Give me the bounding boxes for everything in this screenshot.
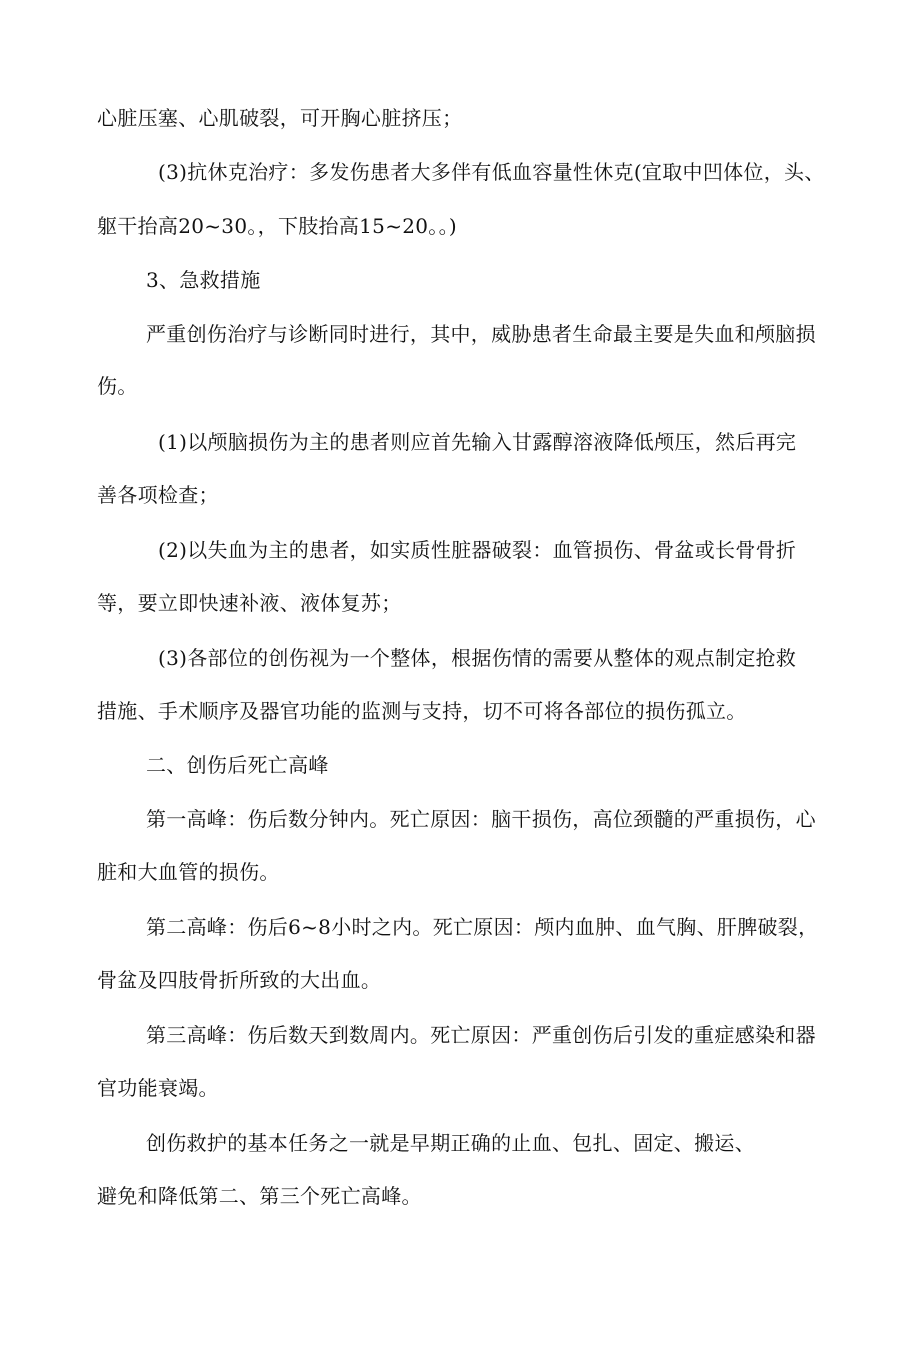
- text-line: 创伤救护的基本任务之一就是早期正确的止血、包扎、固定、搬运、: [146, 1131, 755, 1155]
- text-line: 躯干抬高20~30。，下肢抬高15~20。。): [97, 214, 458, 238]
- text-line: 第三高峰：伤后数天到数周内。死亡原因：严重创伤后引发的重症感染和器: [146, 1023, 816, 1047]
- text-line: 第一高峰：伤后数分钟内。死亡原因：脑干损伤，高位颈髓的严重损伤，心: [146, 807, 816, 831]
- section-heading: 3、急救措施: [146, 268, 261, 292]
- text-line: 措施、手术顺序及器官功能的监测与支持，切不可将各部位的损伤孤立。: [97, 699, 747, 723]
- text-line: 骨盆及四肢骨折所致的大出血。: [97, 968, 382, 992]
- text-line: 第二高峰：伤后6~8小时之内。死亡原因：颅内血肿、血气胸、肝脾破裂，: [146, 915, 819, 939]
- text-line: 避免和降低第二、第三个死亡高峰。: [97, 1184, 422, 1208]
- text-line: 善各项检查；: [97, 483, 219, 507]
- text-line: 严重创伤治疗与诊断同时进行，其中，威胁患者生命最主要是失血和颅脑损: [146, 322, 816, 346]
- text-line: (1)以颅脑损伤为主的患者则应首先输入甘露醇溶液降低颅压，然后再完: [158, 430, 797, 454]
- text-line: 官功能衰竭。: [97, 1076, 219, 1100]
- text-line: 心脏压塞、心肌破裂，可开胸心脏挤压；: [97, 106, 463, 130]
- text-line: (2)以失血为主的患者，如实质性脏器破裂：血管损伤、骨盆或长骨骨折: [158, 538, 797, 562]
- section-heading: 二、创伤后死亡高峰: [146, 753, 329, 777]
- text-line: (3)各部位的创伤视为一个整体，根据伤情的需要从整体的观点制定抢救: [158, 646, 797, 670]
- text-line: 等，要立即快速补液、液体复苏；: [97, 591, 402, 615]
- text-line: (3)抗休克治疗：多发伤患者大多伴有低血容量性休克(宜取中凹体位，头、: [158, 160, 825, 184]
- text-line: 伤。: [97, 374, 138, 398]
- text-line: 脏和大血管的损伤。: [97, 860, 280, 884]
